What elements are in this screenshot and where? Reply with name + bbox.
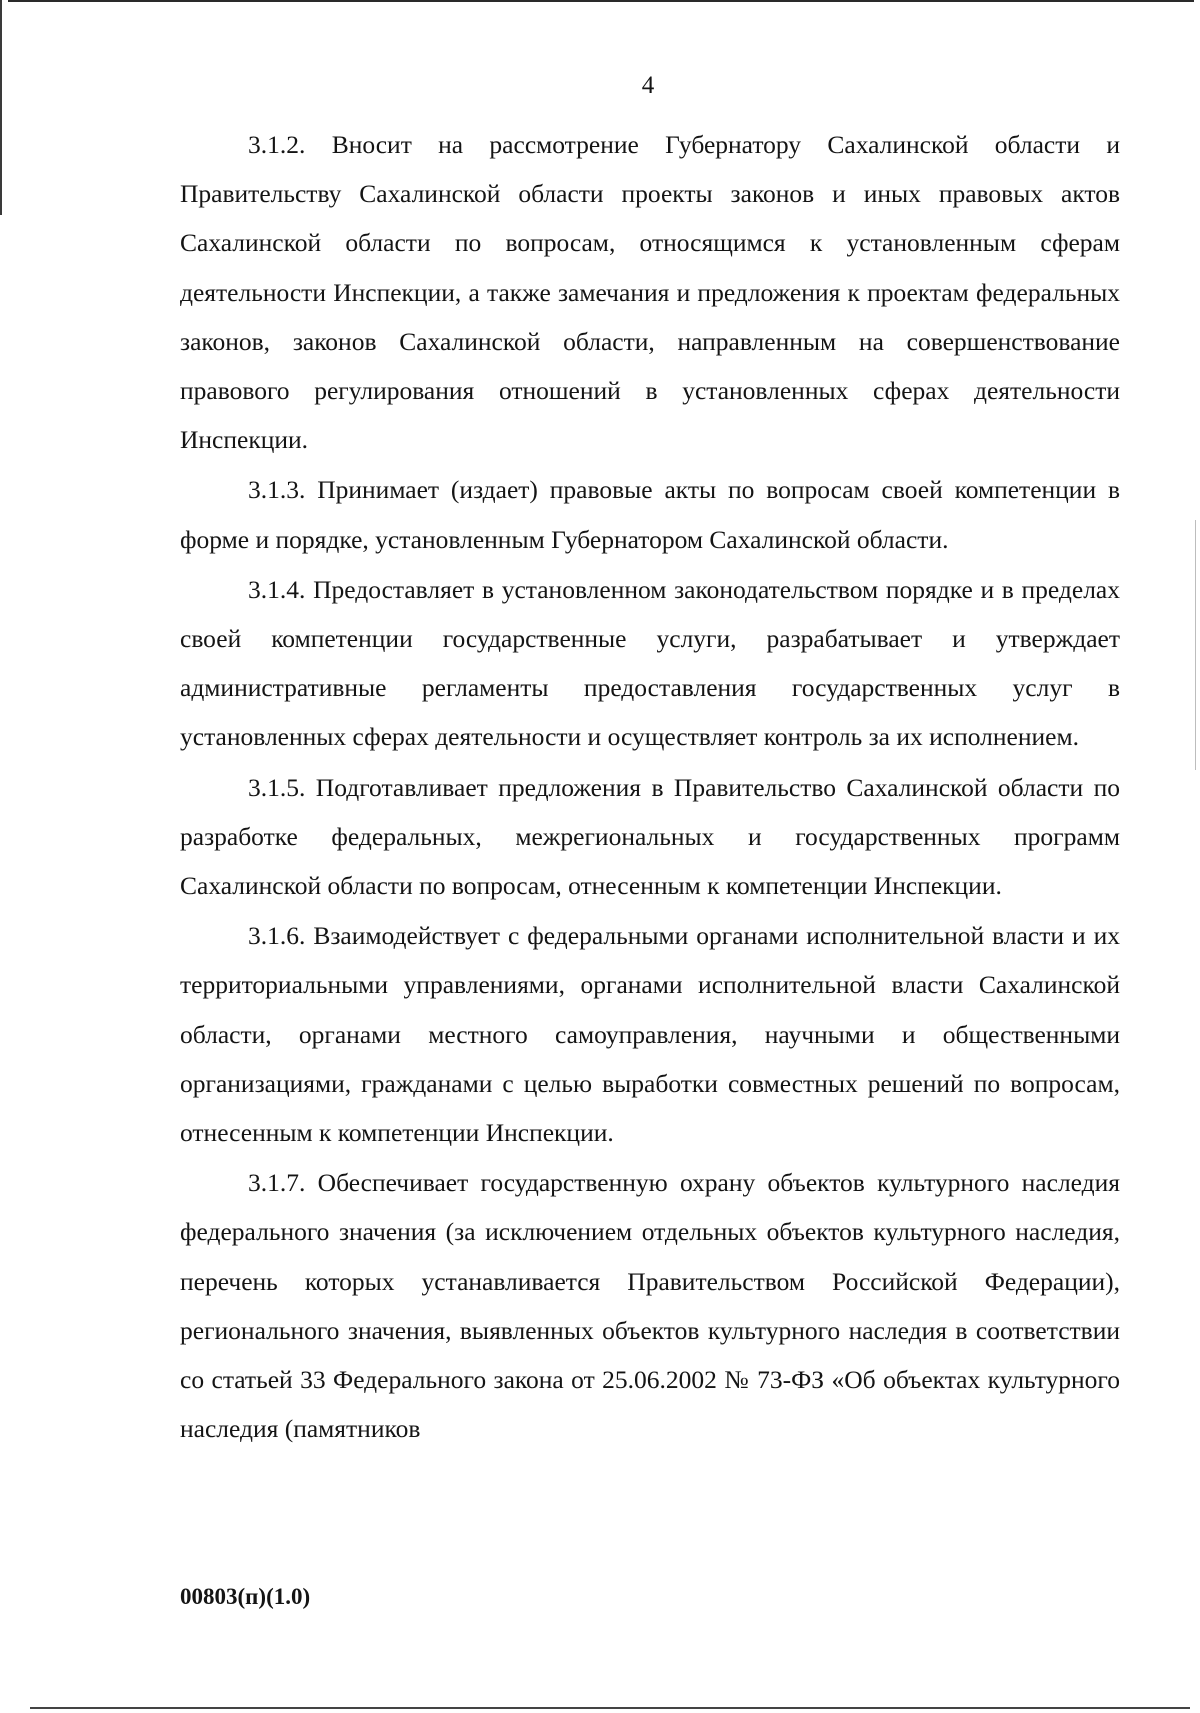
paragraph-3-1-5: 3.1.5. Подготавливает предложения в Правительство Сахалинской области по разработке федеральных, межрегиональных и государственных программ Сахалинской области по вопросам, отнесенным к компетенции Инспекции.: [180, 772, 1120, 901]
paragraph-3-1-6: 3.1.6. Взаимодействует с федеральными органами исполнительной власти и их территориальными управлениями, органами исполнительной власти Сахалинской области, органами местного самоуправления, научными и общественными организациями, гражданами с целью выработки совместных решений по вопросам, отнесенным к компетенции Инспекции.: [180, 921, 1120, 1148]
scan-edge-left: [0, 0, 2, 215]
paragraph-3-1-2: 3.1.2. Вносит на рассмотрение Губернатору Сахалинской области и Правительству Сахалинской области проекты законов и иных правовых актов Сахалинской области по вопросам, относящимся к установленным сферам деятельности Инспекции, а также замечания и предложения к проектам федеральных законов, законов Сахалинской области, направленным на совершенствование правового регулирования отношений в установленных сферах деятельности Инспекции.: [180, 130, 1120, 455]
scan-edge-bottom: [30, 1707, 1190, 1709]
scan-edge-top: [8, 0, 1194, 2]
document-body: [180, 120, 1120, 1454]
document-code: 00803(п)(1.0): [180, 1584, 311, 1609]
paragraph-3-1-4: 3.1.4. Предоставляет в установленном законодательством порядке и в пределах своей компетенции государственные услуги, разрабатывает и утверждает административные регламенты предоставления государственных услуг в установленных сферах деятельности и осуществляет контроль за их исполнением.: [180, 574, 1120, 752]
page-number: 4: [641, 72, 655, 99]
paragraph-3-1-3: 3.1.3. Принимает (издает) правовые акты по вопросам своей компетенции в форме и порядке, установленным Губернатором Сахалинской области.: [180, 475, 1120, 554]
paragraph-3-1-7: 3.1.7. Обеспечивает государственную охрану объектов культурного наследия федерального значения (за исключением отдельных объектов культурного наследия, перечень которых устанавливается Правительством Российской Федерации), регионального значения, выявленных объектов культурного наследия в соответствии со статьей 33 Федерального закона от 25.06.2002 № 73-ФЗ «Об объектах культурного наследия (памятников: [180, 1168, 1120, 1444]
scan-edge-right: [1195, 520, 1196, 770]
